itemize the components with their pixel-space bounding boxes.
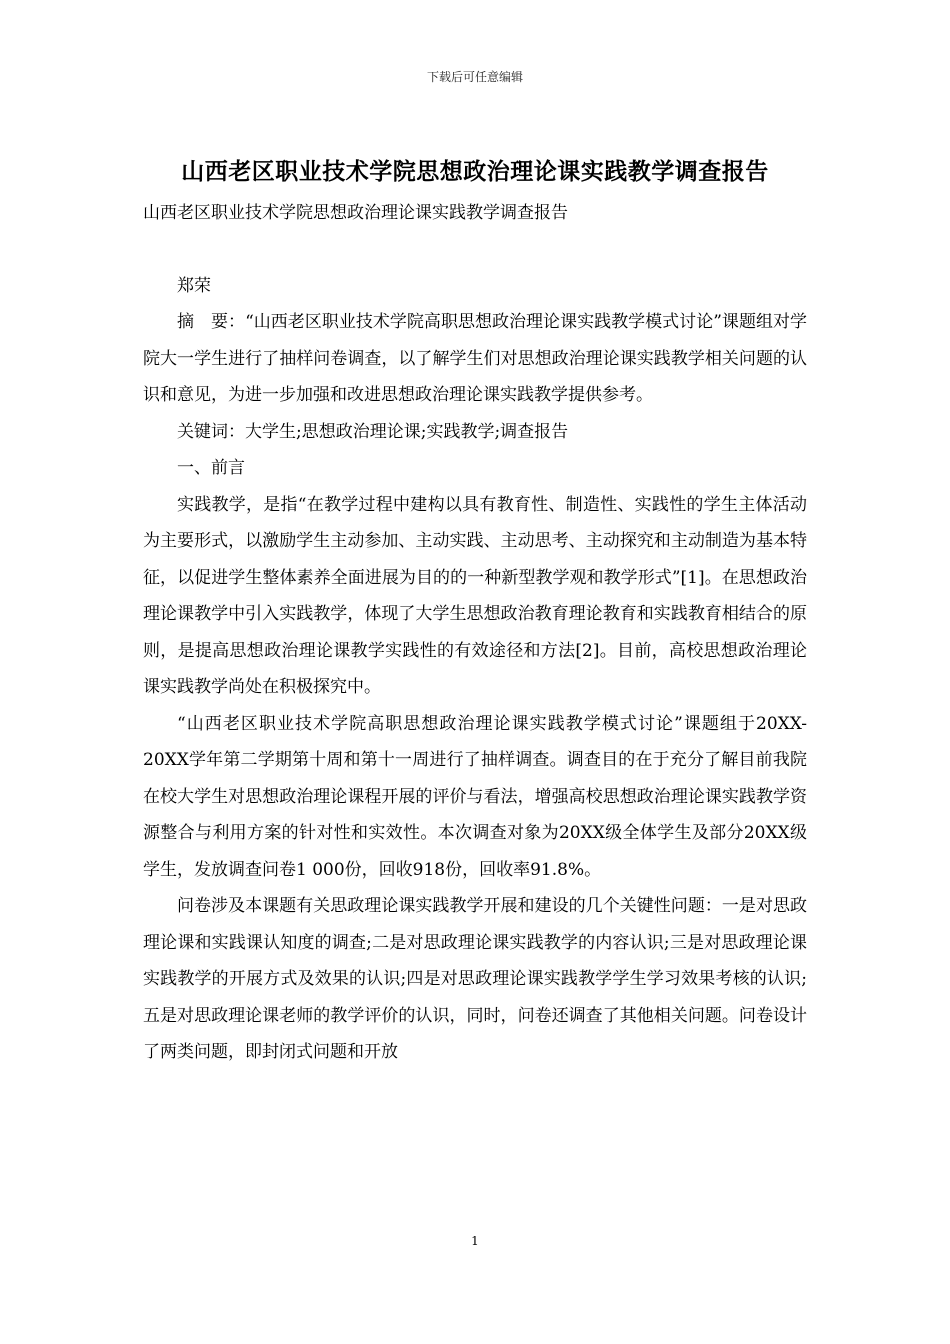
body-paragraph: 实践教学，是指“在教学过程中建构以具有教育性、制造性、实践性的学生主体活动为主要形式，以激励学生主动参加、主动实践、主动思考、主动探究和主动制造为基本特征，以促进学生整体素养全面进展为目的的一种新型教学观和教学形式”[1]。在思想政治理论课教学中引入实践教学，体现了大学生思想政治教育理论教育和实践教育相结合的原则，是提高思想政治理论课教学实践性的有效途径和方法[2]。目前，高校思想政治理论课实践教学尚处在积极探究中。 [143,494,807,697]
abstract-paragraph: 摘 要：“山西老区职业技术学院高职思想政治理论课实践教学模式讨论”课题组对学院大一学生进行了抽样问卷调查，以了解学生们对思想政治理论课实践教学相关问题的认识和意见，为进一步加强和改进思想政治理论课实践教学提供参考。 [143,312,807,405]
keywords-line: 关键词：大学生;思想政治理论课;实践教学;调查报告 [177,421,569,442]
page-number: 1 [471,1234,479,1248]
section-heading: 一、前言 [177,458,245,478]
subtitle: 山西老区职业技术学院思想政治理论课实践教学调查报告 [143,203,568,223]
author: 郑荣 [177,275,211,296]
document-title: 山西老区职业技术学院思想政治理论课实践教学调查报告 [181,158,769,185]
body-paragraph: 问卷涉及本课题有关思政理论课实践教学开展和建设的几个关键性问题：一是对思政理论课和实践课认知度的调查;二是对思政理论课实践教学的内容认识;三是对思政理论课实践教学的开展方式及效果的认识;四是对思政理论课实践教学学生学习效果考核的认识;五是对思政理论课老师的教学评价的认识，同时，问卷还调查了其他相关问题。问卷设计了两类问题，即封闭式问题和开放 [143,896,807,1062]
document-body [143,195,807,1071]
body-paragraph: “山西老区职业技术学院高职思想政治理论课实践教学模式讨论”课题组于20XX-20XX学年第二学期第十周和第十一周进行了抽样调查。调查目的在于充分了解目前我院在校大学生对思想政治理论课程开展的评价与看法，增强高校思想政治理论课实践教学资源整合与利用方案的针对性和实效性。本次调查对象为20XX级全体学生及部分20XX级学生，发放调查问卷1 000份，回收918份，回收率91.8%。 [143,713,807,880]
blank-line [143,232,807,268]
header-note: 下载后可任意编辑 [426,70,523,84]
